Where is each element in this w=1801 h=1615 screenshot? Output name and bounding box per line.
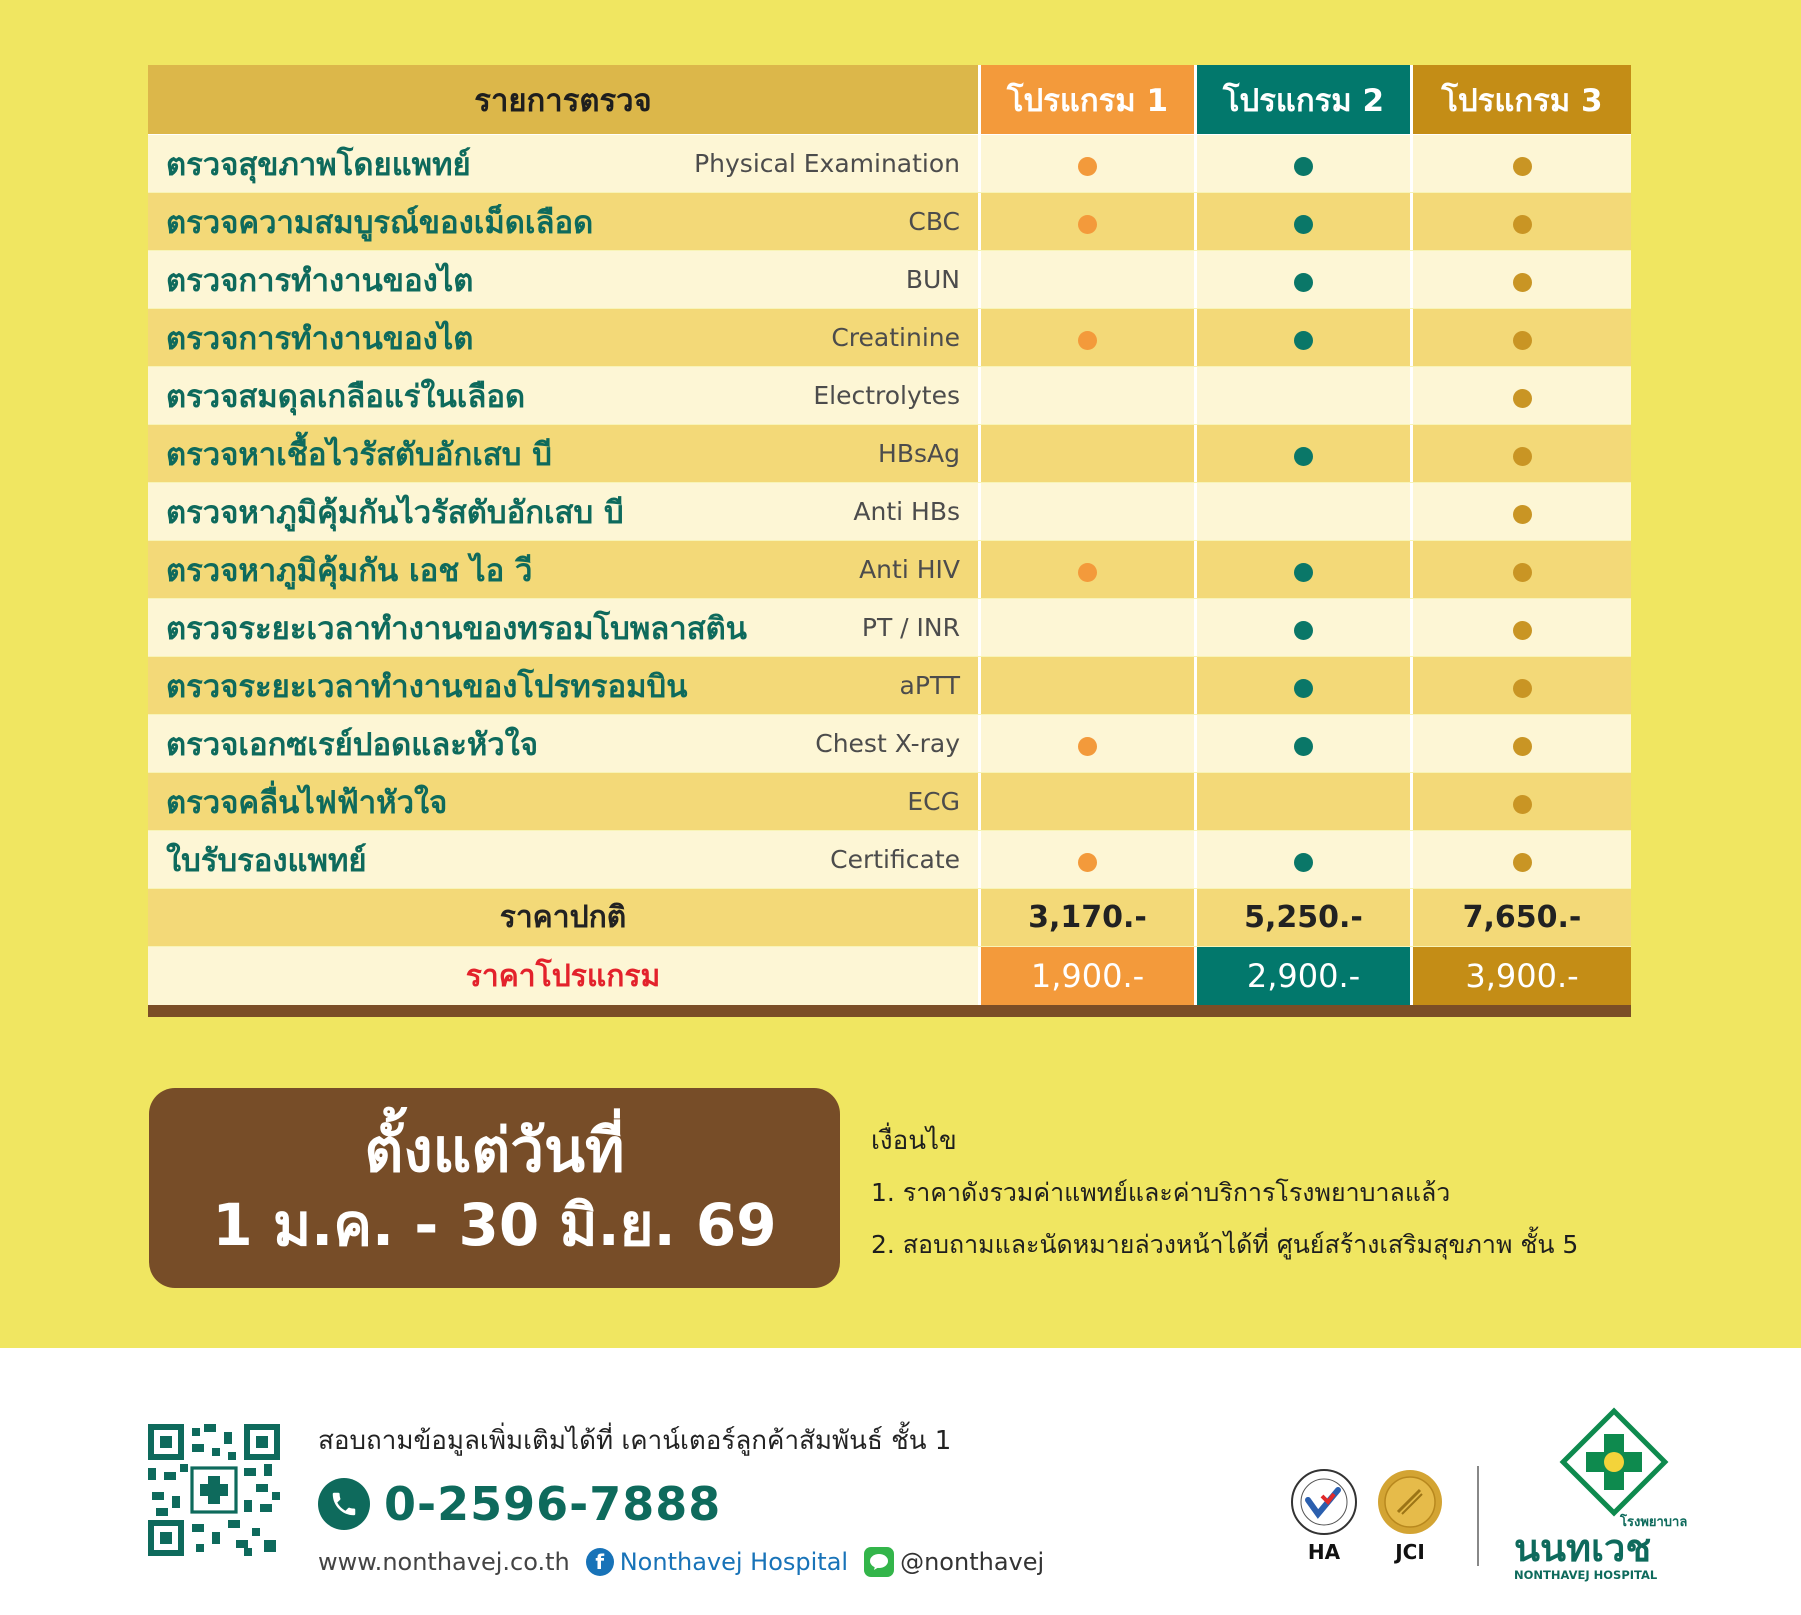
program-2-cell bbox=[1197, 251, 1413, 308]
promo-price-p2: 2,900.- bbox=[1197, 947, 1413, 1005]
included-dot-icon bbox=[1078, 157, 1097, 176]
program-3-cell bbox=[1413, 425, 1631, 482]
header-program-3: โปรแกรม 3 bbox=[1413, 65, 1631, 134]
program-1-cell bbox=[981, 193, 1197, 250]
program-1-cell bbox=[981, 831, 1197, 888]
social-links bbox=[318, 1547, 1044, 1577]
promo-price-row bbox=[148, 947, 1631, 1005]
contact-info: สอบถามข้อมูลเพิ่มเติมได้ที่ เคาน์เตอร์ลูกค้าสัมพันธ์ ชั้น 1 bbox=[318, 1426, 952, 1456]
included-dot-icon bbox=[1294, 621, 1313, 640]
program-1-cell bbox=[981, 599, 1197, 656]
program-3-cell bbox=[1413, 599, 1631, 656]
program-1-cell bbox=[981, 541, 1197, 598]
program-3-cell bbox=[1413, 483, 1631, 540]
line-icon bbox=[864, 1547, 894, 1577]
exam-item-cell bbox=[148, 309, 981, 366]
table-bottom-bar bbox=[148, 1005, 1631, 1017]
program-3-cell bbox=[1413, 831, 1631, 888]
program-2-cell bbox=[1197, 193, 1413, 250]
included-dot-icon bbox=[1294, 853, 1313, 872]
promo-price-label: ราคาโปรแกรม bbox=[148, 947, 981, 1005]
program-2-cell bbox=[1197, 831, 1413, 888]
conditions-title: เงื่อนไข bbox=[871, 1126, 957, 1156]
table-row bbox=[148, 309, 1631, 367]
exam-name-th: ตรวจสมดุลเกลือแร่ในเลือด bbox=[166, 378, 526, 415]
program-1-cell bbox=[981, 135, 1197, 192]
table-body bbox=[148, 135, 1631, 889]
header-program-2: โปรแกรม 2 bbox=[1197, 65, 1413, 134]
period-line-2: 1 ม.ค. - 30 มิ.ย. 69 bbox=[212, 1191, 777, 1259]
program-1-cell bbox=[981, 367, 1197, 424]
exam-name-en: Anti HBs bbox=[853, 497, 960, 526]
exam-name-en: aPTT bbox=[899, 671, 960, 700]
table-row bbox=[148, 715, 1631, 773]
exam-item-cell bbox=[148, 541, 981, 598]
included-dot-icon bbox=[1294, 215, 1313, 234]
exam-name-en: ECG bbox=[907, 787, 960, 816]
exam-item-cell bbox=[148, 599, 981, 656]
included-dot-icon bbox=[1513, 795, 1532, 814]
qr-code[interactable] bbox=[148, 1424, 280, 1556]
ha-badge bbox=[1290, 1468, 1358, 1564]
program-1-cell bbox=[981, 715, 1197, 772]
program-table bbox=[148, 65, 1631, 1017]
exam-name-en: Chest X-ray bbox=[815, 729, 960, 758]
table-row bbox=[148, 773, 1631, 831]
table-row bbox=[148, 135, 1631, 193]
header-program-1: โปรแกรม 1 bbox=[981, 65, 1197, 134]
normal-price-p1: 3,170.- bbox=[981, 889, 1197, 946]
exam-name-en: BUN bbox=[905, 265, 960, 294]
program-1-cell bbox=[981, 309, 1197, 366]
table-row bbox=[148, 425, 1631, 483]
program-2-cell bbox=[1197, 599, 1413, 656]
program-2-cell bbox=[1197, 715, 1413, 772]
included-dot-icon bbox=[1513, 563, 1532, 582]
program-3-cell bbox=[1413, 135, 1631, 192]
program-1-cell bbox=[981, 425, 1197, 482]
exam-name-en: Creatinine bbox=[831, 323, 960, 352]
table-row bbox=[148, 541, 1631, 599]
promo-price-p3: 3,900.- bbox=[1413, 947, 1631, 1005]
included-dot-icon bbox=[1294, 447, 1313, 466]
exam-name-th: ใบรับรองแพทย์ bbox=[166, 842, 367, 879]
program-3-cell bbox=[1413, 367, 1631, 424]
normal-price-p2: 5,250.- bbox=[1197, 889, 1413, 946]
included-dot-icon bbox=[1294, 331, 1313, 350]
exam-name-en: CBC bbox=[908, 207, 960, 236]
phone-number[interactable]: 0-2596-7888 bbox=[384, 1477, 722, 1531]
promo-price-p1: 1,900.- bbox=[981, 947, 1197, 1005]
exam-name-en: Certificate bbox=[830, 845, 960, 874]
nonthavej-logo bbox=[1510, 1416, 1688, 1586]
included-dot-icon bbox=[1294, 737, 1313, 756]
exam-item-cell bbox=[148, 831, 981, 888]
included-dot-icon bbox=[1078, 215, 1097, 234]
table-row bbox=[148, 831, 1631, 889]
included-dot-icon bbox=[1078, 563, 1097, 582]
included-dot-icon bbox=[1513, 389, 1532, 408]
program-2-cell bbox=[1197, 425, 1413, 482]
exam-name-th: ตรวจหาเชื้อไวรัสตับอักเสบ บี bbox=[166, 436, 552, 473]
jci-seal-icon bbox=[1376, 1468, 1444, 1536]
ha-label: HA bbox=[1307, 1540, 1341, 1564]
table-row bbox=[148, 657, 1631, 715]
promo-period-box bbox=[149, 1088, 840, 1288]
conditions bbox=[871, 1120, 1578, 1277]
exam-item-cell bbox=[148, 425, 981, 482]
facebook-link[interactable]: Nonthavej Hospital bbox=[619, 1548, 849, 1576]
table-row bbox=[148, 193, 1631, 251]
period-line-1: ตั้งแต่วันที่ bbox=[364, 1116, 625, 1186]
facebook-icon: f bbox=[586, 1548, 614, 1576]
exam-name-th: ตรวจหาภูมิคุ้มกันไวรัสตับอักเสบ บี bbox=[166, 494, 624, 531]
exam-name-th: ตรวจการทำงานของไต bbox=[166, 262, 474, 299]
condition-item: 2. สอบถามและนัดหมายล่วงหน้าได้ที่ ศูนย์สร้างเสริมสุขภาพ ชั้น 5 bbox=[871, 1230, 1579, 1259]
program-3-cell bbox=[1413, 773, 1631, 830]
table-header bbox=[148, 65, 1631, 135]
exam-item-cell bbox=[148, 135, 981, 192]
table-row bbox=[148, 483, 1631, 541]
exam-name-en: PT / INR bbox=[861, 613, 960, 642]
program-1-cell bbox=[981, 483, 1197, 540]
contact-block bbox=[318, 1420, 1044, 1577]
exam-name-th: ตรวจสุขภาพโดยแพทย์ bbox=[166, 146, 471, 183]
included-dot-icon bbox=[1294, 563, 1313, 582]
included-dot-icon bbox=[1078, 853, 1097, 872]
footer-divider bbox=[1477, 1466, 1479, 1566]
program-3-cell bbox=[1413, 541, 1631, 598]
normal-price-label: ราคาปกติ bbox=[148, 889, 981, 946]
program-3-cell bbox=[1413, 309, 1631, 366]
exam-name-th: ตรวจความสมบูรณ์ของเม็ดเลือด bbox=[166, 204, 594, 241]
table-row bbox=[148, 599, 1631, 657]
exam-name-th: ตรวจการทำงานของไต bbox=[166, 320, 474, 357]
jci-badge bbox=[1376, 1468, 1444, 1564]
included-dot-icon bbox=[1513, 273, 1532, 292]
exam-item-cell bbox=[148, 251, 981, 308]
svg-text:นนทเวช: นนทเวช bbox=[1514, 1526, 1652, 1570]
exam-item-cell bbox=[148, 483, 981, 540]
exam-name-en: HBsAg bbox=[878, 439, 960, 468]
program-3-cell bbox=[1413, 715, 1631, 772]
phone-row[interactable] bbox=[318, 1477, 1044, 1531]
normal-price-row bbox=[148, 889, 1631, 947]
included-dot-icon bbox=[1078, 331, 1097, 350]
svg-text:โรงพยาบาล: โรงพยาบาล bbox=[1620, 1515, 1688, 1530]
exam-name-en: Anti HIV bbox=[859, 555, 960, 584]
program-2-cell bbox=[1197, 483, 1413, 540]
included-dot-icon bbox=[1513, 737, 1532, 756]
included-dot-icon bbox=[1513, 621, 1532, 640]
program-3-cell bbox=[1413, 193, 1631, 250]
exam-item-cell bbox=[148, 715, 981, 772]
jci-label: JCI bbox=[1395, 1540, 1425, 1564]
program-2-cell bbox=[1197, 309, 1413, 366]
line-link[interactable]: @nonthavej bbox=[900, 1548, 1045, 1576]
included-dot-icon bbox=[1513, 679, 1532, 698]
program-3-cell bbox=[1413, 251, 1631, 308]
exam-item-cell bbox=[148, 657, 981, 714]
program-2-cell bbox=[1197, 367, 1413, 424]
ha-seal-icon bbox=[1290, 1468, 1358, 1536]
included-dot-icon bbox=[1294, 157, 1313, 176]
program-2-cell bbox=[1197, 135, 1413, 192]
included-dot-icon bbox=[1513, 215, 1532, 234]
included-dot-icon bbox=[1513, 447, 1532, 466]
exam-name-th: ตรวจเอกซเรย์ปอดและหัวใจ bbox=[166, 726, 538, 763]
website-link[interactable]: www.nonthavej.co.th bbox=[318, 1548, 570, 1576]
included-dot-icon bbox=[1513, 157, 1532, 176]
included-dot-icon bbox=[1078, 737, 1097, 756]
exam-name-th: ตรวจระยะเวลาทำงานของทรอมโบพลาสติน bbox=[166, 610, 747, 647]
header-item: รายการตรวจ bbox=[148, 65, 981, 134]
program-2-cell bbox=[1197, 541, 1413, 598]
exam-name-th: ตรวจคลื่นไฟฟ้าหัวใจ bbox=[166, 784, 448, 821]
exam-name-th: ตรวจระยะเวลาทำงานของโปรทรอมบิน bbox=[166, 668, 688, 705]
exam-name-th: ตรวจหาภูมิคุ้มกัน เอช ไอ วี bbox=[166, 552, 533, 589]
included-dot-icon bbox=[1513, 505, 1532, 524]
phone-icon bbox=[318, 1478, 370, 1530]
footer bbox=[0, 1348, 1801, 1615]
exam-item-cell bbox=[148, 773, 981, 830]
included-dot-icon bbox=[1513, 853, 1532, 872]
exam-item-cell bbox=[148, 193, 981, 250]
exam-name-en: Electrolytes bbox=[813, 381, 960, 410]
table-row bbox=[148, 251, 1631, 309]
program-2-cell bbox=[1197, 773, 1413, 830]
included-dot-icon bbox=[1294, 679, 1313, 698]
accreditations bbox=[1290, 1468, 1462, 1564]
exam-item-cell bbox=[148, 367, 981, 424]
program-1-cell bbox=[981, 773, 1197, 830]
program-1-cell bbox=[981, 251, 1197, 308]
program-2-cell bbox=[1197, 657, 1413, 714]
table-row bbox=[148, 367, 1631, 425]
condition-item: 1. ราคาดังรวมค่าแพทย์และค่าบริการโรงพยาบาลแล้ว bbox=[871, 1178, 1451, 1207]
program-1-cell bbox=[981, 657, 1197, 714]
normal-price-p3: 7,650.- bbox=[1413, 889, 1631, 946]
exam-name-en: Physical Examination bbox=[694, 149, 960, 178]
program-3-cell bbox=[1413, 657, 1631, 714]
included-dot-icon bbox=[1513, 331, 1532, 350]
svg-text:NONTHAVEJ HOSPITAL: NONTHAVEJ HOSPITAL bbox=[1514, 1568, 1658, 1582]
included-dot-icon bbox=[1294, 273, 1313, 292]
